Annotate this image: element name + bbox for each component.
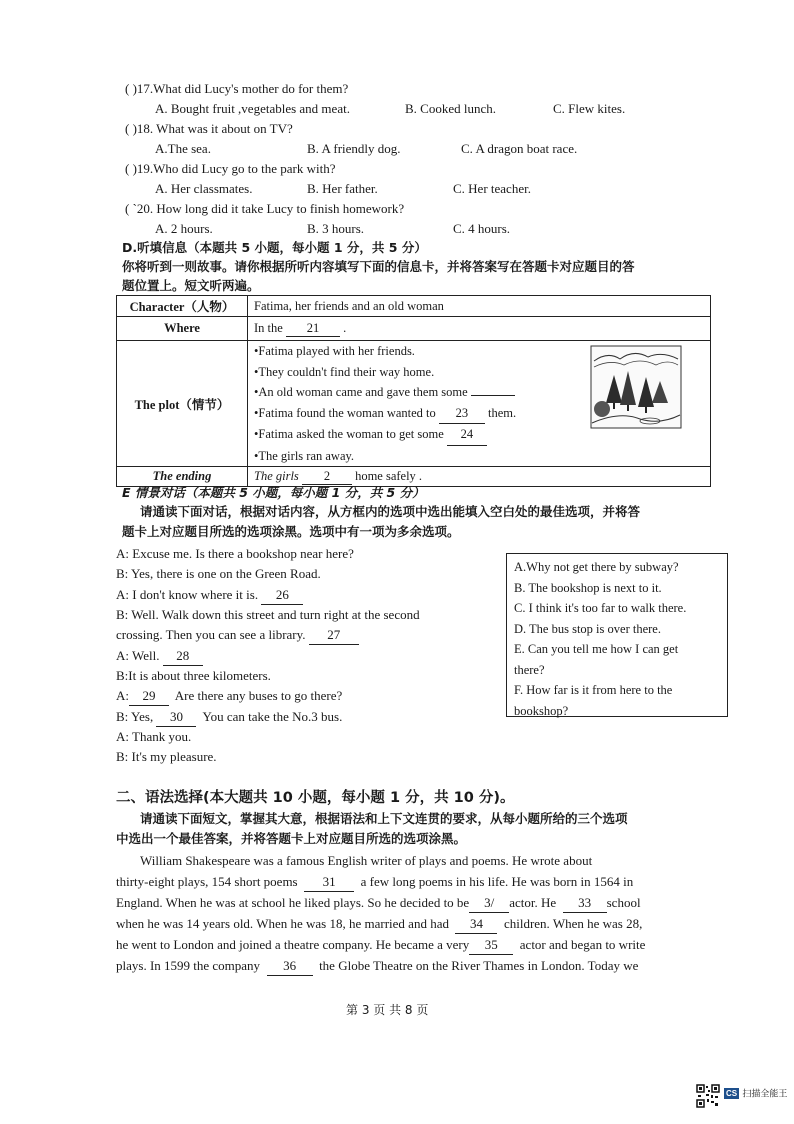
passage-line-2 — [116, 873, 633, 892]
options-box — [506, 553, 728, 717]
part2-title: 二、语法选择(本大题共 10 小题，每小题 1 分，共 10 分)。 — [116, 790, 515, 806]
forest-illustration — [590, 345, 682, 429]
q20-option-b: B. 3 hours. — [307, 221, 365, 236]
question-20: ( `20. How long did it take Lucy to finish homework? — [125, 201, 405, 216]
blank-27: 27 — [309, 626, 359, 645]
passage-line-1: William Shakespeare was a famous English writer of plays and poems. He wrote about — [140, 853, 593, 868]
passage-line-2-text: thirty-eight plays, 154 short poems — [116, 874, 298, 889]
blank-26: 26 — [261, 586, 303, 605]
q17-option-a: A. Bought fruit ,vegetables and meat. — [155, 101, 350, 116]
plot-line-3-text: •An old woman came and gave them some — [254, 385, 468, 399]
qr-code-icon — [696, 1084, 720, 1108]
dialogue-line-2: B: Yes, there is one on the Green Road. — [116, 566, 321, 581]
question-18: ( )18. What was it about on TV? — [125, 121, 293, 136]
blank-21: 21 — [286, 321, 340, 337]
ending-label: The ending — [117, 467, 248, 487]
option-c: C. I think it's too far to walk there. — [514, 601, 687, 615]
plot-line-4-end: them. — [488, 405, 517, 420]
where-prefix: In the — [254, 320, 283, 335]
passage-line-3 — [116, 894, 641, 913]
q19-option-c: C. Her teacher. — [453, 181, 531, 196]
passage-line-5 — [116, 936, 645, 955]
passage-line-4 — [116, 915, 642, 934]
option-a: A.Why not get there by subway? — [514, 560, 679, 574]
dialogue-line-5 — [116, 626, 359, 645]
q19-option-a: A. Her classmates. — [155, 181, 253, 196]
where-label: Where — [117, 317, 248, 341]
blank-32: 3/ — [469, 894, 509, 913]
passage-line-3-end: school — [606, 895, 641, 910]
option-f: F. How far is it from here to the — [514, 683, 673, 697]
part2-instruction-1: 请通读下面短文，掌握其大意，根据语法和上下文连贯的要求，从每小题所给的三个选项 — [140, 811, 628, 826]
option-f-cont: bookshop? — [514, 703, 569, 718]
where-value — [248, 317, 711, 341]
dialogue-line-6-text: A: Well. — [116, 648, 160, 663]
q18-option-a: A.The sea. — [155, 141, 211, 156]
ending-prefix: The girls — [254, 468, 299, 483]
section-d-instruction-1: 你将听到一则故事。请你根据所听内容填写下面的信息卡，并将答案写在答题卡对应题目的答 — [122, 259, 635, 274]
dialogue-line-1: A: Excuse me. Is there a bookshop near here? — [116, 546, 354, 561]
option-d: D. The bus stop is over there. — [514, 621, 661, 636]
dialogue-line-3 — [116, 586, 303, 605]
blank-35: 35 — [469, 936, 513, 955]
scanner-name: 扫描全能王 — [742, 1089, 788, 1100]
plot-label: The plot（情节） — [117, 341, 248, 467]
blank-23: 23 — [439, 403, 485, 425]
passage-line-3-mid: actor. He — [509, 895, 557, 910]
blank-24: 24 — [447, 424, 487, 446]
dialogue-line-9-text: B: Yes, — [116, 709, 154, 724]
info-card-row-character — [117, 296, 711, 317]
passage-line-3-text: England. When he was at school he liked plays. So he decided to be — [116, 895, 470, 910]
dialogue-line-7: B:It is about three kilometers. — [116, 668, 271, 683]
plot-line-4-text: •Fatima found the woman wanted to — [254, 405, 436, 420]
dialogue-line-6 — [116, 647, 203, 666]
passage-line-6-text: plays. In 1599 the company — [116, 958, 261, 973]
blank-33: 33 — [563, 894, 607, 913]
blank-34: 34 — [455, 915, 497, 934]
dialogue-line-5-text: crossing. Then you can see a library. — [116, 627, 306, 642]
dialogue-line-8-text: A: — [116, 688, 129, 703]
q19-option-b: B. Her father. — [307, 181, 378, 196]
section-d-instruction-2: 题位置上。短文听两遍。 — [122, 278, 260, 293]
passage-line-4-text: when he was 14 years old. When he was 18, he married and had — [116, 916, 449, 931]
dialogue-line-8-end: Are there any buses to go there? — [174, 688, 343, 703]
character-label: Character（人物） — [117, 296, 248, 317]
page-number: 第 3 页 共 8 页 — [346, 1003, 429, 1017]
blank-25: 2 — [302, 469, 352, 485]
dialogue-line-11: B: It's my pleasure. — [116, 749, 217, 764]
option-e-cont: there? — [514, 662, 545, 677]
ending-suffix: home safely . — [355, 468, 423, 483]
where-suffix: . — [343, 320, 347, 335]
dialogue-line-9 — [116, 708, 342, 727]
passage-line-4-end: children. When he was 28, — [503, 916, 643, 931]
blank-36: 36 — [267, 957, 313, 976]
blank-22 — [471, 395, 515, 396]
section-d-title: D.听填信息（本题共 5 小题，每小题 1 分，共 5 分） — [122, 240, 427, 255]
plot-line-5-text: •Fatima asked the woman to get some — [254, 427, 444, 441]
dialogue-line-8 — [116, 687, 342, 706]
passage-line-2-end: a few long poems in his life. He was born in 1564 in — [360, 874, 634, 889]
plot-line-1: •Fatima played with her friends. — [254, 344, 415, 358]
q20-option-c: C. 4 hours. — [453, 221, 511, 236]
blank-29: 29 — [129, 687, 169, 706]
plot-line-6: •The girls ran away. — [254, 448, 355, 463]
question-17: ( )17.What did Lucy's mother do for them? — [125, 81, 349, 96]
passage-line-5-end: actor and began to write — [519, 937, 646, 952]
q18-option-c: C. A dragon boat race. — [461, 141, 578, 156]
blank-28: 28 — [163, 647, 203, 666]
section-e-title: E 情景对话（本题共 5 小题，每小题 1 分，共 5 分） — [122, 485, 425, 500]
section-e-instruction-1: 请通读下面对话，根据对话内容，从方框内的选项中选出能填入空白处的最佳选项，并将答 — [140, 504, 641, 519]
scanner-logo: CS — [726, 1088, 738, 1098]
passage-line-6-end: the Globe Theatre on the River Thames in London. Today we — [319, 958, 639, 973]
dialogue-line-10: A: Thank you. — [116, 729, 192, 744]
scanner-badge — [724, 1084, 787, 1100]
blank-30: 30 — [156, 708, 196, 727]
dialogue-line-9-end: You can take the No.3 bus. — [202, 709, 343, 724]
option-e: E. Can you tell me how I can get — [514, 642, 679, 656]
blank-31: 31 — [304, 873, 354, 892]
passage-line-5-text: he went to London and joined a theatre company. He became a very — [116, 937, 470, 952]
passage-line-6 — [116, 957, 638, 976]
dialogue-line-4: B: Well. Walk down this street and turn right at the second — [116, 607, 420, 622]
part2-instruction-2: 中选出一个最佳答案，并将答题卡上对应题目所选的选项涂黑。 — [116, 831, 467, 846]
q17-option-c: C. Flew kites. — [553, 101, 626, 116]
question-19: ( )19.Who did Lucy go to the park with? — [125, 161, 336, 176]
q18-option-b: B. A friendly dog. — [307, 141, 401, 156]
q20-option-a: A. 2 hours. — [155, 221, 213, 236]
q17-option-b: B. Cooked lunch. — [405, 101, 496, 116]
option-b: B. The bookshop is next to it. — [514, 580, 662, 595]
plot-line-2: •They couldn't find their way home. — [254, 364, 435, 379]
dialogue-line-3-text: A: I don't know where it is. — [116, 587, 259, 602]
character-value: Fatima, her friends and an old woman — [248, 296, 711, 317]
info-card-row-where — [117, 317, 711, 341]
section-e-instruction-2: 题卡上对应题目所选的选项涂黑。选项中有一项为多余选项。 — [122, 524, 460, 539]
